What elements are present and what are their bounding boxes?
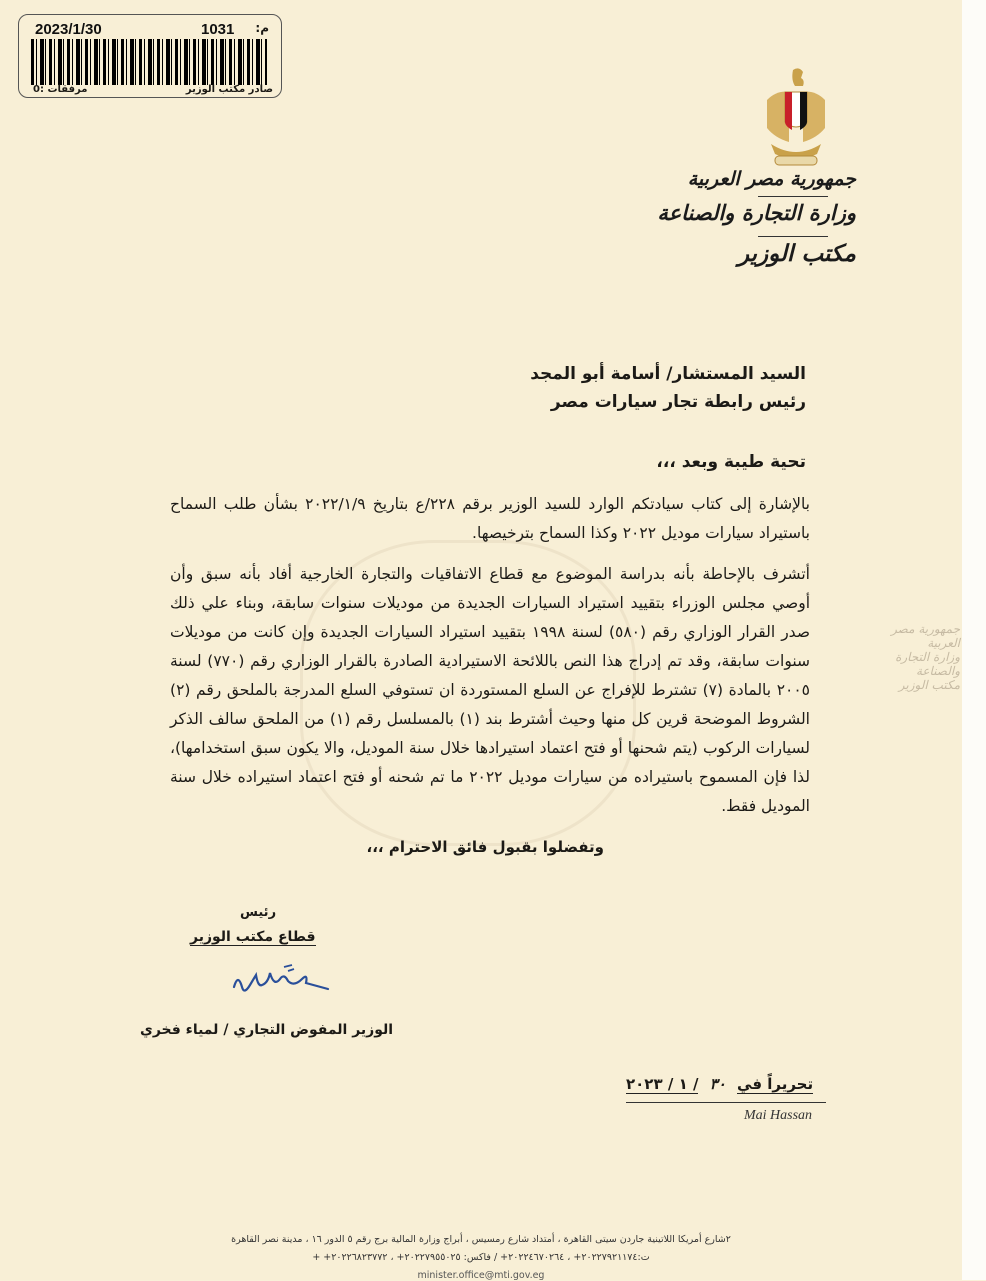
scan-edge <box>962 0 986 1280</box>
typist-initials: Mai Hassan <box>744 1108 813 1123</box>
footer-address: ٢شارع أمريكا اللاتينية جاردن سيتى القاهرة ، أمتداد شارع رمسيس ، أبراج وزارة المالية برج رقم ٥ الدور ١٦ ، مدينة نصر القاهرة <box>231 1234 731 1245</box>
attachments-count: مرفقات :0 <box>33 84 88 95</box>
stamp-line: وزارة التجارة والصناعة <box>895 650 960 678</box>
body-paragraph-2: أتشرف بالإحاطة بأنه بدراسة الموضوع مع قطاع الاتفاقيات والتجارة الخارجية أفاد بأنه سبق وأن أوصي مجلس الوزراء بتقييد استيراد السيارات الجديدة من موديلات سنوات سابقة، وبناء علي ذلك صدر القرار الوزاري رقم (٥٨٠) لسنة ١٩٩٨ بتقييد استيراد السيارات الجديدة وإن كانت من موديلات سنوات سابقة، وقد تم إدراج هذا النص باللائحة الاستيرادية الصادرة بالقرار الوزاري رقم (٧٧٠) لسنة ٢٠٠٥ بالمادة (٧) تشترط للإفراج عن السلع المستوردة ان تستوفي السلع المدرجة بالملحق رقم (٢) الشروط الموضحة قرين كل منها وحيث أشترط بند (١) بالمسلسل رقم (١) من الملحق سالف الذكر لسيارات الركوب (يتم شحنها أو فتح اعتماد استيرادها خلال سنة الموديل، والا يكون سبق استخدامها)، لذا فإن المسموح باستيراده من سيارات موديل ٢٠٢٢ ما تم شحنه أو فتح اعتماد استيراده خلال سنة الموديل فقط. <box>170 565 811 815</box>
addressee-title: رئيس رابطة تجار سيارات مصر <box>550 392 806 412</box>
issuer-office: صادر مكتب الوزير <box>185 84 273 95</box>
issue-date-label: تحريراً في <box>737 1075 814 1093</box>
registry-number-label: م: <box>255 21 269 35</box>
eagle-emblem-icon <box>763 66 829 174</box>
addressee-name: السيد المستشار/ أسامة أبو المجد <box>530 364 806 384</box>
stamp-line: مكتب الوزير <box>898 678 960 692</box>
registry-date: 2023/1/30 <box>35 21 102 38</box>
faint-stamp-impression <box>860 622 960 752</box>
letterhead-office: مكتب الوزير <box>737 240 856 267</box>
footer-email: minister.office@mti.gov.eg <box>417 1270 545 1281</box>
signer-name: الوزير المفوض التجاري / لمياء فخري <box>140 1022 394 1038</box>
footer-contacts: ت:٢٠٢٢٧٩٢١١٧٤+ ، ٢٠٢٢٤٦٧٠٢٦٤+ / فاكس: ٢٠٢٢٧٩٥٥٠٢٥+ ، ٢٠٢٢٦٨٢٣٧٧٢+ + <box>312 1252 650 1263</box>
registry-number: 1031 <box>201 21 235 38</box>
letterhead-divider <box>758 236 828 237</box>
letterhead-ministry: وزارة التجارة والصناعة <box>657 200 856 225</box>
registry-barcode-label <box>18 14 282 98</box>
issue-date-day: ٣٠ <box>709 1075 726 1093</box>
handwritten-signature-icon <box>226 963 336 1001</box>
issue-date-month-year: / ١ / ٢٠٢٣ <box>626 1075 699 1093</box>
closing-salutation: وتفضلوا بقبول فائق الاحترام ،،، <box>366 838 604 856</box>
issue-date <box>626 1075 813 1093</box>
greeting: تحية طيبة وبعد ،،، <box>656 452 806 472</box>
body-paragraph-1: بالإشارة إلى كتاب سيادتكم الوارد للسيد الوزير برقم ٢٢٨/ع بتاريخ ٢٠٢٢/١/٩ بشأن طلب السماح باستيراد سيارات موديل ٢٠٢٢ وكذا السماح بترخيصها. <box>170 495 810 542</box>
signer-title-2: قطاع مكتب الوزير <box>190 929 316 945</box>
stamp-line: جمهورية مصر العربية <box>891 622 960 650</box>
date-underline <box>626 1102 826 1103</box>
letterhead-country: جمهورية مصر العربية <box>687 168 856 190</box>
letterhead-divider <box>758 196 828 197</box>
barcode-icon <box>31 39 267 85</box>
signer-title-1: رئيس <box>240 905 277 920</box>
